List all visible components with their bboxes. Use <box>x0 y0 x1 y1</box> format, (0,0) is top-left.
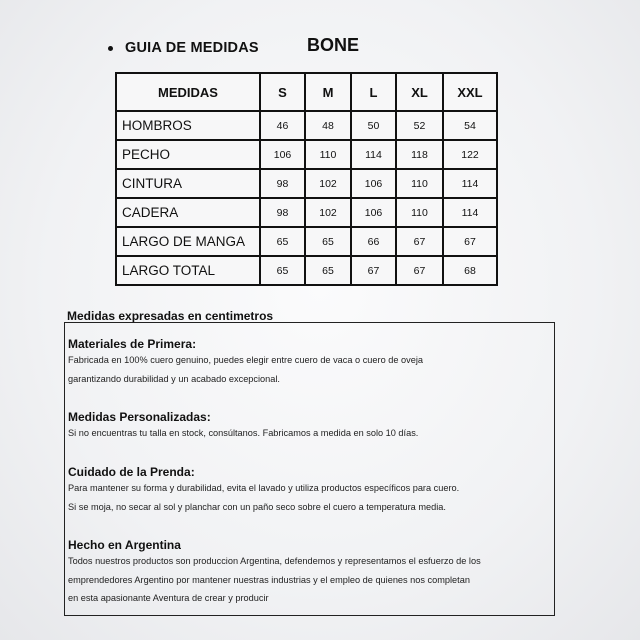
section-title: Hecho en Argentina <box>68 538 181 552</box>
column-header: XL <box>397 74 442 110</box>
row-label: PECHO <box>117 141 259 168</box>
section-care <box>68 465 459 516</box>
section-line: en esta apasionante Aventura de crear y producir <box>68 593 269 603</box>
table-row <box>117 228 496 255</box>
table-cell: 98 <box>261 199 304 226</box>
section-line: Todos nuestros productos son produccion Argentina, defendemos y representamos el esfuerzo de los <box>68 556 481 566</box>
size-table <box>115 72 498 286</box>
table-cell: 110 <box>397 170 442 197</box>
product-name: BONE <box>307 35 360 55</box>
table-cell: 106 <box>352 199 395 226</box>
table-cell: 67 <box>352 257 395 284</box>
bullet-icon <box>108 46 113 51</box>
table-cell: 54 <box>444 112 496 139</box>
table-cell: 102 <box>306 170 350 197</box>
table-cell: 46 <box>261 112 304 139</box>
column-header: XXL <box>444 74 496 110</box>
section-materials <box>68 337 423 388</box>
section-title: Cuidado de la Prenda: <box>68 465 195 479</box>
table-row <box>117 141 496 168</box>
table-row <box>117 170 496 197</box>
table-cell: 114 <box>444 170 496 197</box>
section-line: Fabricada en 100% cuero genuino, puedes elegir entre cuero de vaca o cuero de oveja <box>68 355 423 365</box>
section-line: Para mantener su forma y durabilidad, evita el lavado y utiliza productos específicos para cuero. <box>68 483 460 493</box>
section-custom-sizes <box>68 410 418 443</box>
table-cell: 118 <box>397 141 442 168</box>
table-cell: 110 <box>306 141 350 168</box>
size-guide-heading <box>108 40 259 56</box>
table-cell: 67 <box>397 257 442 284</box>
section-line: garantizando durabilidad y un acabado excepcional. <box>68 373 280 384</box>
table-row <box>117 112 496 139</box>
section-line: Si no encuentras tu talla en stock, consúltanos. Fabricamos a medida en solo 10 días. <box>68 428 419 438</box>
table-cell: 98 <box>261 170 304 197</box>
table-cell: 106 <box>352 170 395 197</box>
row-label: CINTURA <box>117 170 259 197</box>
units-note: Medidas expresadas en centimetros <box>67 309 274 323</box>
table-header-row <box>117 74 496 110</box>
table-cell: 68 <box>444 257 496 284</box>
table-cell: 65 <box>261 257 304 284</box>
size-guide-label: GUIA DE MEDIDAS <box>125 40 259 56</box>
table-cell: 65 <box>261 228 304 255</box>
section-line: emprendedores Argentino por mantener nuestras industrias y el empleo de quienes nos completan <box>68 574 470 585</box>
column-header: S <box>261 74 304 110</box>
row-label: CADERA <box>117 199 259 226</box>
table-row <box>117 257 496 284</box>
table-cell: 65 <box>306 257 350 284</box>
table-cell: 67 <box>444 228 496 255</box>
table-cell: 66 <box>352 228 395 255</box>
table-cell: 122 <box>444 141 496 168</box>
table-cell: 67 <box>397 228 442 255</box>
table-cell: 114 <box>444 199 496 226</box>
column-header: M <box>306 74 350 110</box>
row-label: LARGO TOTAL <box>117 257 259 284</box>
row-label: LARGO DE MANGA <box>117 228 259 255</box>
column-header: MEDIDAS <box>117 74 259 110</box>
table-cell: 102 <box>306 199 350 226</box>
table-row <box>117 199 496 226</box>
section-line: Si se moja, no secar al sol y planchar con un paño seco sobre el cuero a temperatura media. <box>68 501 446 512</box>
info-box <box>64 322 555 616</box>
section-title: Materiales de Primera: <box>68 337 197 351</box>
table-cell: 50 <box>352 112 395 139</box>
table-cell: 106 <box>261 141 304 168</box>
section-title: Medidas Personalizadas: <box>68 410 211 424</box>
row-label: HOMBROS <box>117 112 259 139</box>
table-cell: 114 <box>352 141 395 168</box>
column-header: L <box>352 74 395 110</box>
table-cell: 48 <box>306 112 350 139</box>
table-cell: 110 <box>397 199 442 226</box>
table-cell: 65 <box>306 228 350 255</box>
table-cell: 52 <box>397 112 442 139</box>
section-made-in-argentina <box>68 538 481 608</box>
